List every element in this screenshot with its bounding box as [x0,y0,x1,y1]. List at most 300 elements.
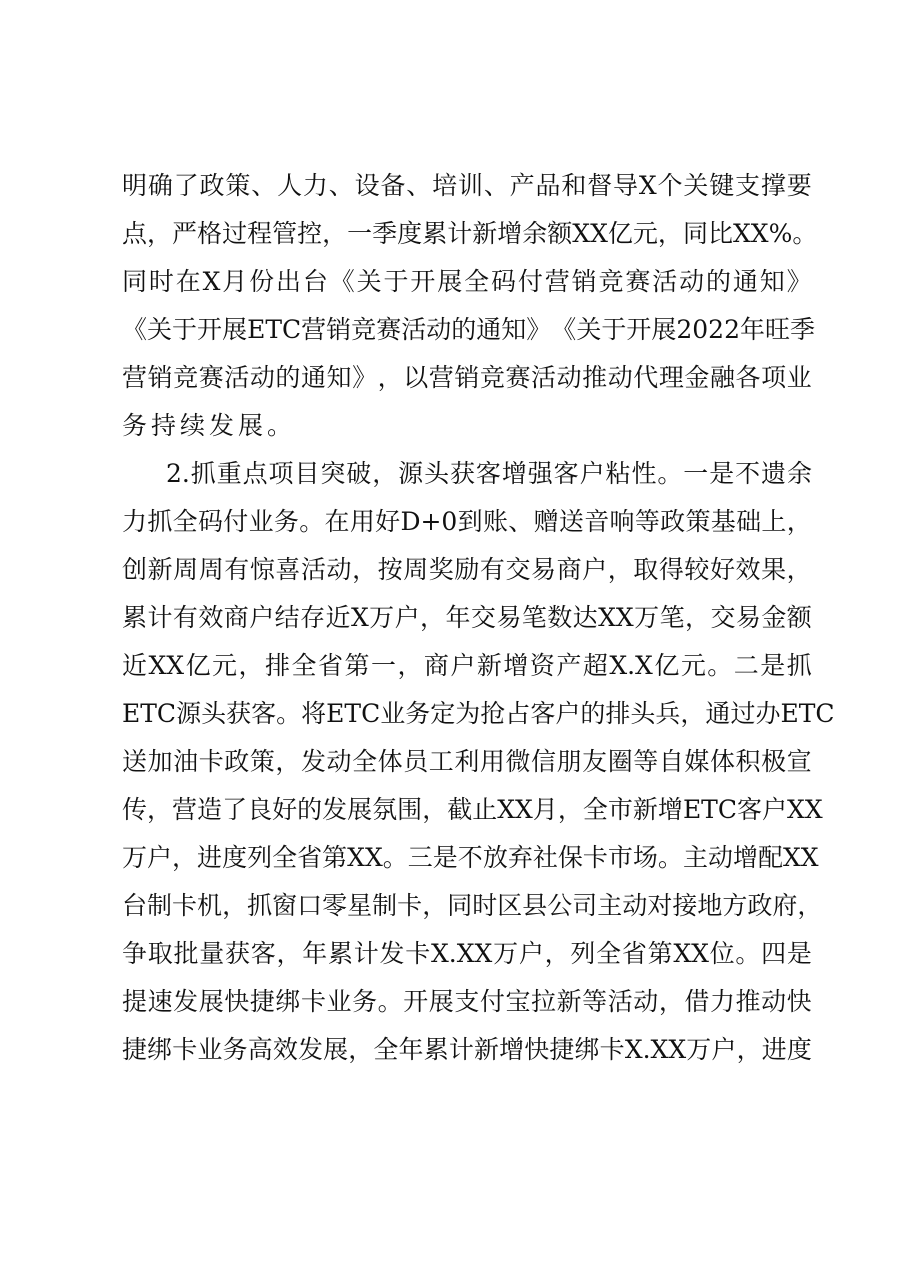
text-glyph: 度 [397,219,423,248]
text-glyph: 励 [454,555,480,584]
text-glyph: ， [172,843,198,872]
text-glyph: 活 [652,267,678,296]
text-glyph: 机 [197,891,223,920]
text-glyph: XX [148,651,185,680]
text-glyph: 关 [147,315,173,344]
text-glyph: 、 [406,171,432,200]
text-glyph: 动 [622,891,648,920]
text-glyph: 产 [509,171,535,200]
text-glyph: 绑 [574,1035,600,1064]
text-glyph: 万 [634,603,660,632]
text-glyph: 。 [657,843,683,872]
text-glyph: 增 [499,1035,525,1064]
text-glyph: 付 [223,507,249,536]
text-glyph: 活 [531,363,557,392]
text-glyph: 严 [172,219,198,248]
text-glyph: 达 [572,603,598,632]
text-glyph: 星 [347,891,373,920]
text-glyph: 和 [561,171,587,200]
text-glyph: 年 [398,1035,424,1064]
text-glyph: 易 [735,603,761,632]
text-glyph: 增 [657,795,683,824]
text-glyph: 等 [633,747,659,776]
text-glyph: 兵 [655,699,681,728]
text-glyph: 赛 [505,363,531,392]
text-glyph: 第 [322,843,348,872]
text-glyph: 口 [297,891,323,920]
text-glyph: 放 [482,843,508,872]
text-glyph: 送 [558,507,584,536]
text-glyph: 2022 [676,315,740,344]
text-glyph: 效 [198,603,224,632]
text-glyph: 奖 [428,555,454,584]
text-glyph: 全 [172,507,198,536]
text-glyph: 业 [248,507,274,536]
text-glyph: ， [786,507,812,536]
text-glyph: 宝 [505,987,531,1016]
text-glyph: 《 [329,267,355,296]
text-glyph: 亿 [185,651,211,680]
text-glyph: 是 [432,843,458,872]
text-glyph: 用 [349,507,375,536]
text-glyph: 备 [380,171,406,200]
text-glyph: 有 [224,555,250,584]
text-glyph: 项 [761,363,787,392]
text-glyph: 主 [597,891,623,920]
text-glyph: 份 [249,267,275,296]
text-line [122,546,812,594]
text-glyph: 为 [455,699,481,728]
text-glyph: 于 [383,267,409,296]
text-glyph: 基 [710,507,736,536]
text-glyph: 好 [375,507,401,536]
text-glyph: 制 [147,891,173,920]
text-glyph: 体 [377,747,403,776]
text-glyph: 办 [755,699,781,728]
text-glyph: 明 [122,171,148,200]
text-glyph: 府 [772,891,798,920]
text-glyph: XX [787,795,823,824]
text-glyph: 营 [428,363,454,392]
text-glyph: 年 [740,315,766,344]
text-glyph: 户 [249,603,275,632]
text-glyph: 配 [757,843,783,872]
text-glyph: 、 [483,171,509,200]
text-glyph: 通 [476,315,502,344]
text-glyph: 将 [301,699,327,728]
text-glyph: 务 [405,699,431,728]
text-glyph: 各 [735,363,761,392]
text-glyph: 周 [198,555,224,584]
text-glyph: 销 [454,363,480,392]
text-glyph: 。 [377,987,403,1016]
text-glyph: ， [607,555,633,584]
text-glyph: 数 [547,603,573,632]
text-glyph: 易 [496,603,522,632]
text-line [122,690,835,738]
text-line [122,642,812,690]
text-glyph: ， [544,939,570,968]
text-glyph: 项 [268,459,294,488]
text-glyph: 好 [272,795,298,824]
text-glyph: 争 [122,939,148,968]
text-glyph: 效 [735,555,761,584]
text-glyph: 借 [684,987,710,1016]
text-glyph: 捷 [549,1035,575,1064]
text-glyph: 动 [326,747,352,776]
text-glyph: 程 [247,219,273,248]
text-glyph: 场 [632,843,658,872]
text-glyph: ETC [247,315,302,344]
text-glyph: 友 [582,747,608,776]
text-glyph: 全 [291,651,317,680]
text-glyph: 抓 [247,891,273,920]
text-glyph: 良 [247,795,273,824]
text-glyph: 是 [760,651,786,680]
text-line [122,1026,812,1074]
text-glyph: 户 [394,603,420,632]
text-glyph: 月 [532,795,558,824]
text-glyph: 户 [579,459,605,488]
text-glyph: XX [783,843,819,872]
text-glyph: 突 [320,459,346,488]
text-line [122,834,819,882]
text-glyph: 点 [122,219,148,248]
text-glyph: 近 [122,651,148,680]
text-glyph: 的 [275,363,301,392]
text-glyph: 绑 [275,987,301,1016]
text-glyph: ， [372,459,398,488]
text-glyph: 增 [501,459,527,488]
text-glyph: 设 [354,171,380,200]
text-glyph: 在 [324,507,350,536]
text-glyph: 三 [407,843,433,872]
text-glyph: 政 [747,891,773,920]
text-glyph: 目 [294,459,320,488]
text-glyph: 位 [709,939,735,968]
text-glyph: 是 [709,459,735,488]
text-glyph: 占 [505,699,531,728]
text-glyph: 动 [633,987,659,1016]
text-line: 务持续发展。 [122,411,297,440]
text-glyph: 发 [297,1035,323,1064]
text-glyph: ， [685,603,711,632]
text-glyph: 力 [709,987,735,1016]
text-glyph: 惊 [249,555,275,584]
text-glyph: 计 [448,1035,474,1064]
text-glyph: 进 [197,843,223,872]
text-glyph: 、 [508,507,534,536]
text-glyph: 于 [172,315,198,344]
text-glyph: 的 [451,315,477,344]
text-glyph: 全 [596,939,622,968]
text-glyph: 四 [761,939,787,968]
text-glyph: 快 [786,987,812,1016]
text-glyph: ， [797,891,823,920]
text-glyph: 积 [735,747,761,776]
text-line [122,930,812,978]
text-glyph: 展 [651,315,677,344]
text-glyph: 客 [251,699,277,728]
text-glyph: 省 [297,843,323,872]
text-glyph: 窗 [272,891,298,920]
text-glyph: 市 [607,843,633,872]
text-glyph: 时 [472,891,498,920]
text-glyph: ETC [326,699,381,728]
text-glyph: 。 [792,219,818,248]
text-glyph: 全 [373,1035,399,1064]
text-glyph: 金 [684,363,710,392]
text-glyph: 自 [658,747,684,776]
text-glyph: 力 [122,507,148,536]
text-glyph: 格 [197,219,223,248]
text-glyph: 按 [377,555,403,584]
text-glyph: 一 [347,219,373,248]
text-glyph: 导 [613,171,639,200]
text-glyph: 销 [571,267,597,296]
text-glyph: 政 [660,507,686,536]
text-glyph: 产 [556,651,582,680]
text-glyph: 工 [428,747,454,776]
text-glyph: 个 [657,171,683,200]
text-glyph: 余 [786,459,812,488]
text-glyph: 抢 [480,699,506,728]
text-glyph: 点 [242,459,268,488]
text-glyph: 司 [572,891,598,920]
text-glyph: 客 [553,459,579,488]
text-glyph: 新 [473,1035,499,1064]
text-glyph: 同 [682,219,708,248]
text-glyph: 务 [273,507,299,536]
text-line [122,162,812,210]
text-glyph: 关 [683,171,709,200]
text-glyph: 量 [199,939,225,968]
text-glyph: 累 [122,603,148,632]
text-glyph: 度 [786,1035,812,1064]
text-line [122,786,823,834]
text-glyph: 排 [605,699,631,728]
text-glyph: 余 [522,219,548,248]
text-glyph: 户 [518,939,544,968]
text-glyph: 码 [197,507,223,536]
text-glyph: 省 [621,939,647,968]
text-glyph: 活 [300,555,326,584]
text-glyph: 付 [479,987,505,1016]
text-glyph: 季 [372,219,398,248]
text-glyph: 累 [423,1035,449,1064]
text-glyph: 周 [173,555,199,584]
text-glyph: ， [348,1035,374,1064]
text-glyph: 开 [410,267,436,296]
text-glyph: 了 [173,171,199,200]
text-glyph: 理 [658,363,684,392]
text-glyph: 业 [380,699,406,728]
text-glyph: 用 [479,747,505,776]
text-glyph: 于 [601,315,627,344]
text-glyph: 展 [347,795,373,824]
text-glyph: 业 [786,363,812,392]
text-glyph: 商 [223,603,249,632]
text-glyph: 户 [711,1035,737,1064]
text-glyph: 键 [709,171,735,200]
text-glyph: 展 [437,267,463,296]
text-glyph: 第 [647,939,673,968]
text-glyph: 提 [122,987,148,1016]
text-glyph: 造 [197,795,223,824]
text-glyph: ， [377,363,403,392]
text-glyph: 通 [300,363,326,392]
text-glyph: 遗 [761,459,787,488]
text-glyph: 计 [147,603,173,632]
text-glyph: 得 [658,555,684,584]
text-glyph: 交 [470,603,496,632]
text-glyph: ， [147,795,173,824]
text-glyph: 媒 [684,747,710,776]
text-glyph: XX [572,219,608,248]
text-glyph: 通 [705,699,731,728]
text-glyph: 付 [517,267,543,296]
text-glyph: 微 [505,747,531,776]
text-glyph: 额 [547,219,573,248]
text-line [122,258,812,306]
text-glyph: 超 [582,651,608,680]
text-glyph: D+0 [400,507,458,536]
text-glyph: 策 [249,747,275,776]
text-glyph: 商 [556,555,582,584]
text-glyph: 台 [302,267,328,296]
text-glyph: 重 [216,459,242,488]
text-glyph: 捷 [122,1035,148,1064]
text-glyph: 绑 [147,1035,173,1064]
text-glyph: 近 [325,603,351,632]
text-glyph: 础 [736,507,762,536]
text-glyph: 有 [479,555,505,584]
text-glyph: 抓 [147,507,173,536]
text-glyph: 活 [224,363,250,392]
text-glyph: 撑 [760,171,786,200]
text-glyph: 动 [707,843,733,872]
text-glyph: 二 [733,651,759,680]
text-glyph: 万 [369,603,395,632]
text-glyph: 信 [531,747,557,776]
text-line [122,306,816,354]
text-glyph: 发 [300,747,326,776]
text-glyph: 批 [173,939,199,968]
text-glyph: 省 [317,651,343,680]
text-glyph: 弃 [507,843,533,872]
text-glyph: 开 [403,987,429,1016]
text-glyph: X.XX [624,1035,687,1064]
text-glyph: 了 [222,795,248,824]
text-glyph: 管 [272,219,298,248]
text-line [122,210,818,258]
text-glyph: 快 [224,987,250,1016]
text-glyph: 账 [482,507,508,536]
text-glyph: 策 [225,171,251,200]
text-glyph: 对 [647,891,673,920]
text-line [122,978,812,1026]
text-glyph: 力 [302,171,328,200]
text-glyph: ， [657,219,683,248]
text-glyph: 接 [672,891,698,920]
text-glyph: 新 [556,987,582,1016]
text-glyph: 捷 [249,987,275,1016]
text-glyph: 人 [277,171,303,200]
text-glyph: 政 [224,747,250,776]
text-glyph: 过 [222,219,248,248]
text-glyph: 代 [633,363,659,392]
text-glyph: 。 [382,843,408,872]
text-glyph: 推 [582,363,608,392]
text-glyph: 粘 [605,459,631,488]
text-glyph: 年 [445,603,471,632]
text-glyph: 户 [582,555,608,584]
text-glyph: 发 [379,939,405,968]
text-glyph: 卡 [198,747,224,776]
text-glyph: 止 [472,795,498,824]
text-glyph: 送 [122,747,148,776]
text-glyph: ETC [780,699,835,728]
text-glyph: 元 [212,651,238,680]
text-glyph: 以 [403,363,429,392]
text-glyph: 年 [302,939,328,968]
text-glyph: 存 [300,603,326,632]
text-glyph: 发 [173,987,199,1016]
text-glyph: 获 [225,939,251,968]
text-glyph: ， [658,987,684,1016]
text-glyph: 度 [222,843,248,872]
text-glyph: XX [347,843,383,872]
text-glyph: 卡 [172,891,198,920]
text-glyph: 是 [786,939,812,968]
text-glyph: 知 [759,267,785,296]
text-glyph: 获 [449,459,475,488]
text-glyph: 关 [576,315,602,344]
text-glyph: 时 [148,267,174,296]
text-glyph: 销 [147,363,173,392]
text-glyph: 《 [551,315,577,344]
text-glyph: 效 [272,1035,298,1064]
text-glyph: 比 [707,219,733,248]
text-glyph: 的 [297,795,323,824]
text-glyph: 主 [682,843,708,872]
text-glyph: 营 [122,363,148,392]
text-glyph: 列 [247,843,273,872]
text-glyph: 动 [761,987,787,1016]
text-glyph: 制 [372,891,398,920]
text-glyph: 万 [122,843,148,872]
text-glyph: XX% [732,219,793,248]
text-glyph: 头 [201,699,227,728]
text-glyph: 竞 [351,315,377,344]
text-glyph: 知 [326,363,352,392]
text-glyph: 客 [530,699,556,728]
text-glyph: 零 [322,891,348,920]
text-glyph: ， [276,939,302,968]
text-glyph: 。 [299,507,325,536]
text-glyph: 周 [403,555,429,584]
text-glyph: ， [222,891,248,920]
text-glyph: 金 [761,603,787,632]
text-glyph: 破 [346,459,372,488]
text-glyph: 策 [685,507,711,536]
text-line [122,882,823,930]
text-glyph: 县 [522,891,548,920]
text-glyph: ETC [122,699,177,728]
text-glyph: 要 [786,171,812,200]
text-glyph: 户 [450,651,476,680]
text-glyph: 全 [352,747,378,776]
